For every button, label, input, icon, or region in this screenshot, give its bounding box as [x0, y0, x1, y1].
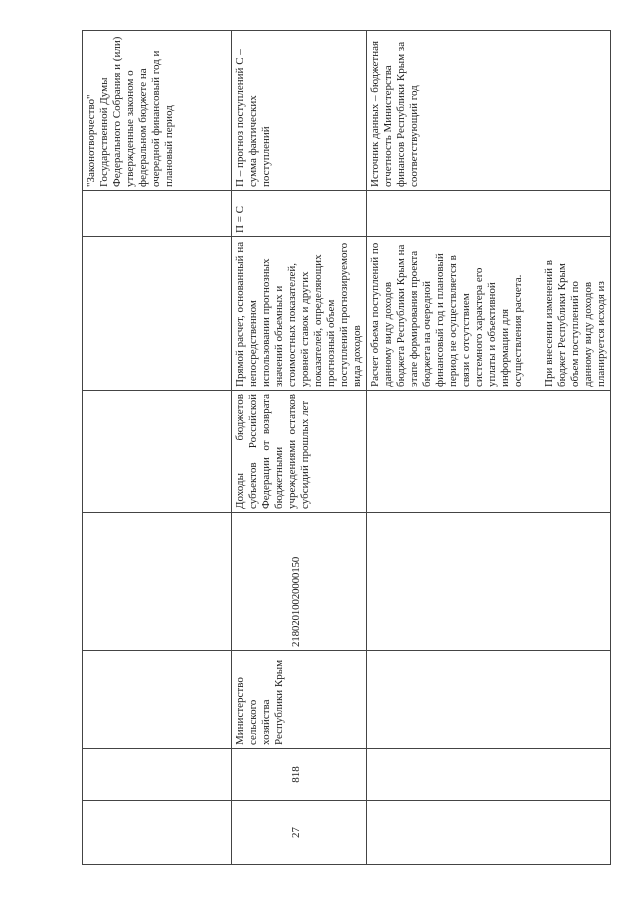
cell-indicators — [232, 31, 367, 191]
cell-empty — [83, 749, 232, 801]
cell-admin-code — [232, 749, 367, 801]
cell-empty — [367, 651, 611, 749]
row-number: 27 — [290, 827, 302, 838]
cell-income-name: Доходы бюджетов субъектов Российской Федерации от возврата бюджетными учреждениями остатков субсидий прошлых лет — [232, 391, 367, 513]
cell-empty — [83, 191, 232, 237]
cell-empty — [83, 237, 232, 391]
cell-empty — [367, 749, 611, 801]
algorithm-text-1: Расчет объема поступлений по данному виду доходов бюджета Республики Крым на этапе формирования проекта бюджета на очередной финансовый год и плановый период не осуществляется в связи с отсутствием системного характера его уплаты и объективной информации для осуществления расчета. — [369, 242, 524, 387]
admin-code: 818 — [290, 766, 302, 783]
income-forecast-table — [82, 30, 611, 865]
cell-method: Прямой расчет, основанный на непосредственном использовании прогнозных значений объемных и стоимостных показателей, уровней ставок и других показателей, определяющих прогнозный объем поступлений прогнозируемого вида доходов — [232, 237, 367, 391]
cell-empty — [367, 801, 611, 865]
kbk-code: 21802010020000150 — [290, 556, 302, 647]
cell-empty — [83, 513, 232, 651]
cell-row-number — [232, 801, 367, 865]
cell-empty — [83, 801, 232, 865]
cell-prev-continuation: "Законотворчество" Государственной Думы Федерального Собрания и (или) утвержденные законом о федеральном бюджете на очередной финансовый год и плановый период — [83, 31, 232, 191]
table-row-algorithm — [367, 31, 611, 865]
cell-empty — [367, 513, 611, 651]
cell-source: Источник данных – бюджетная отчетность Министерства финансов Республики Крым за соответствующий год — [367, 31, 611, 191]
cell-empty — [83, 651, 232, 749]
algorithm-text-2: При внесении изменений в бюджет Республики Крым объем поступлений по данному виду доходов планируется исходя из — [543, 260, 607, 387]
cell-kbk — [232, 513, 367, 651]
table-row-continuation — [83, 31, 232, 865]
cell-formula: П = С — [232, 191, 367, 237]
cell-administrator: Министерство сельского хозяйства Республики Крым — [232, 651, 367, 749]
indicators-text: П – прогноз поступлений С – сумма фактических поступлений — [234, 49, 272, 187]
table-row-main — [232, 31, 367, 865]
cell-algorithm — [367, 237, 611, 391]
cell-empty — [367, 191, 611, 237]
cell-empty — [83, 391, 232, 513]
cell-empty — [367, 391, 611, 513]
